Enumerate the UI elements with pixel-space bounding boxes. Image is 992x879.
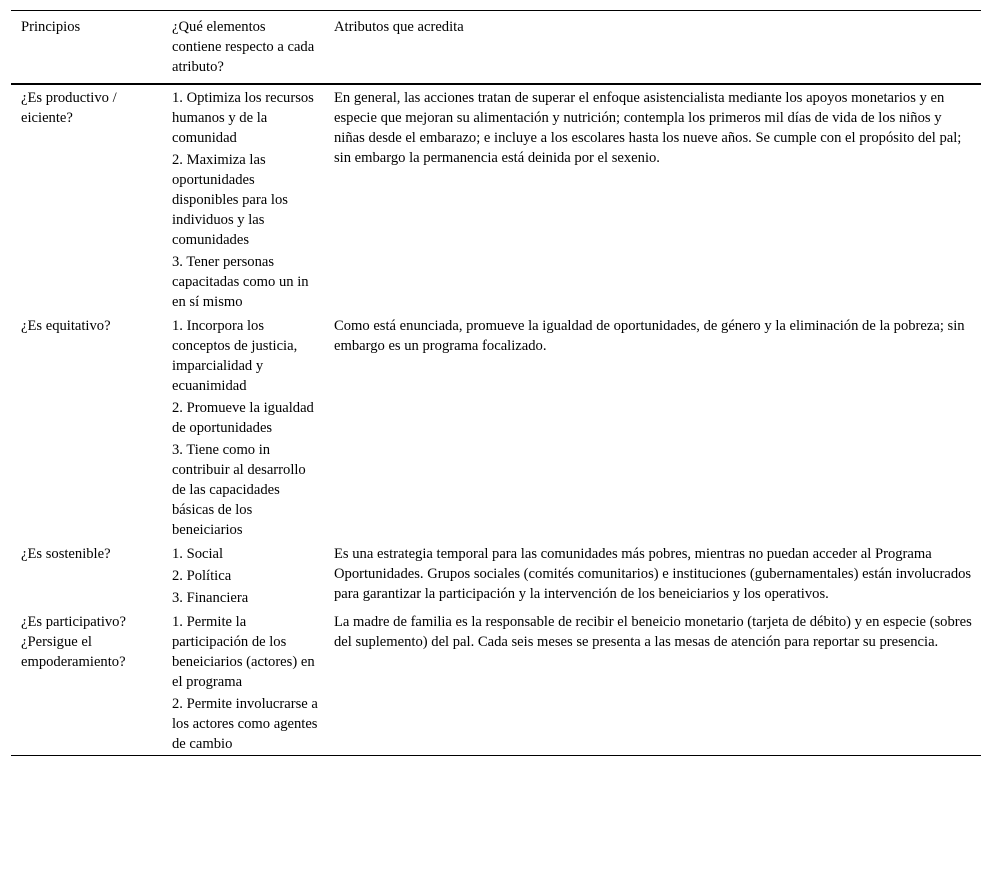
element-item: 2. Política <box>172 568 232 584</box>
principle-cell <box>11 541 162 609</box>
attributes-cell: Como está enunciada, promueve la igualdad de oportunidades, de género y la eliminación de la pobreza; sin embargo es un programa focalizado. <box>334 318 965 354</box>
table-row <box>11 84 981 313</box>
elements-cell <box>162 541 324 609</box>
element-item: 2. Promueve la igualdad de oportunidades <box>172 400 314 436</box>
header-atributos: Atributos que acredita <box>334 19 464 35</box>
table-body <box>11 84 981 756</box>
elements-cell <box>162 313 324 541</box>
principle-text: ¿Es equitativo? <box>21 318 111 334</box>
attributes-cell: En general, las acciones tratan de superar el enfoque asistencialista mediante los apoyos monetarios y en especie que mejoran su alimentación y nutrición; contempla los primeros mil días de vida de los niños y niñas desde el embarazo; e incluye a los escolares hasta los nueve años. Se cumple con el propósito del pal; sin embargo la permanencia está deinida por el sexenio. <box>334 90 962 166</box>
element-item: 3. Tiene como in contribuir al desarrollo de las capacidades básicas de los beneiciarios <box>172 442 306 538</box>
element-item: 3. Financiera <box>172 590 249 606</box>
element-item: 1. Social <box>172 546 224 562</box>
principle-text: ¿Es participativo? <box>21 614 126 630</box>
principle-text: ¿Es sostenible? <box>21 546 111 562</box>
element-item: 2. Maximiza las oportunidades disponibles para los individuos y las comunidades <box>172 152 288 248</box>
element-item: 2. Permite involucrarse a los actores como agentes de cambio <box>172 696 318 752</box>
principle-text: ¿Es productivo / eiciente? <box>21 90 117 126</box>
element-item: 1. Permite la participación de los beneiciarios (actores) en el programa <box>172 614 315 690</box>
header-row <box>11 11 981 85</box>
element-item: 3. Tener personas capacitadas como un in en sí mismo <box>172 254 309 310</box>
table-row <box>11 313 981 541</box>
attributes-cell: La madre de familia es la responsable de recibir el beneicio monetario (tarjeta de débito) y en especie (sobres del suplemento) del pal. Cada seis meses se presenta a las mesas de atención para reportar su presencia. <box>334 614 972 650</box>
principle-cell <box>11 609 162 756</box>
principle-cell <box>11 313 162 541</box>
attributes-cell: Es una estrategia temporal para las comunidades más pobres, mientras no puedan acceder al Programa Oportunidades. Grupos sociales (comités comunitarios) e instituciones (gubernamentales) están involucrados para garantizar la participación y la intervención de los beneiciarios y los operativos. <box>334 546 972 602</box>
table-row <box>11 541 981 609</box>
elements-cell <box>162 609 324 756</box>
principles-table-container <box>11 10 981 756</box>
header-elementos: ¿Qué elementos contiene respecto a cada atributo? <box>172 19 315 75</box>
principles-table <box>11 10 981 756</box>
elements-cell <box>162 84 324 313</box>
header-principios: Principios <box>21 19 81 35</box>
element-item: 1. Optimiza los recursos humanos y de la comunidad <box>172 90 314 146</box>
element-item: 1. Incorpora los conceptos de justicia, imparcialidad y ecuanimidad <box>172 318 298 394</box>
principle-cell <box>11 84 162 313</box>
principle-text: ¿Persigue el empoderamiento? <box>21 634 126 670</box>
table-row <box>11 609 981 756</box>
table-header <box>11 11 981 85</box>
